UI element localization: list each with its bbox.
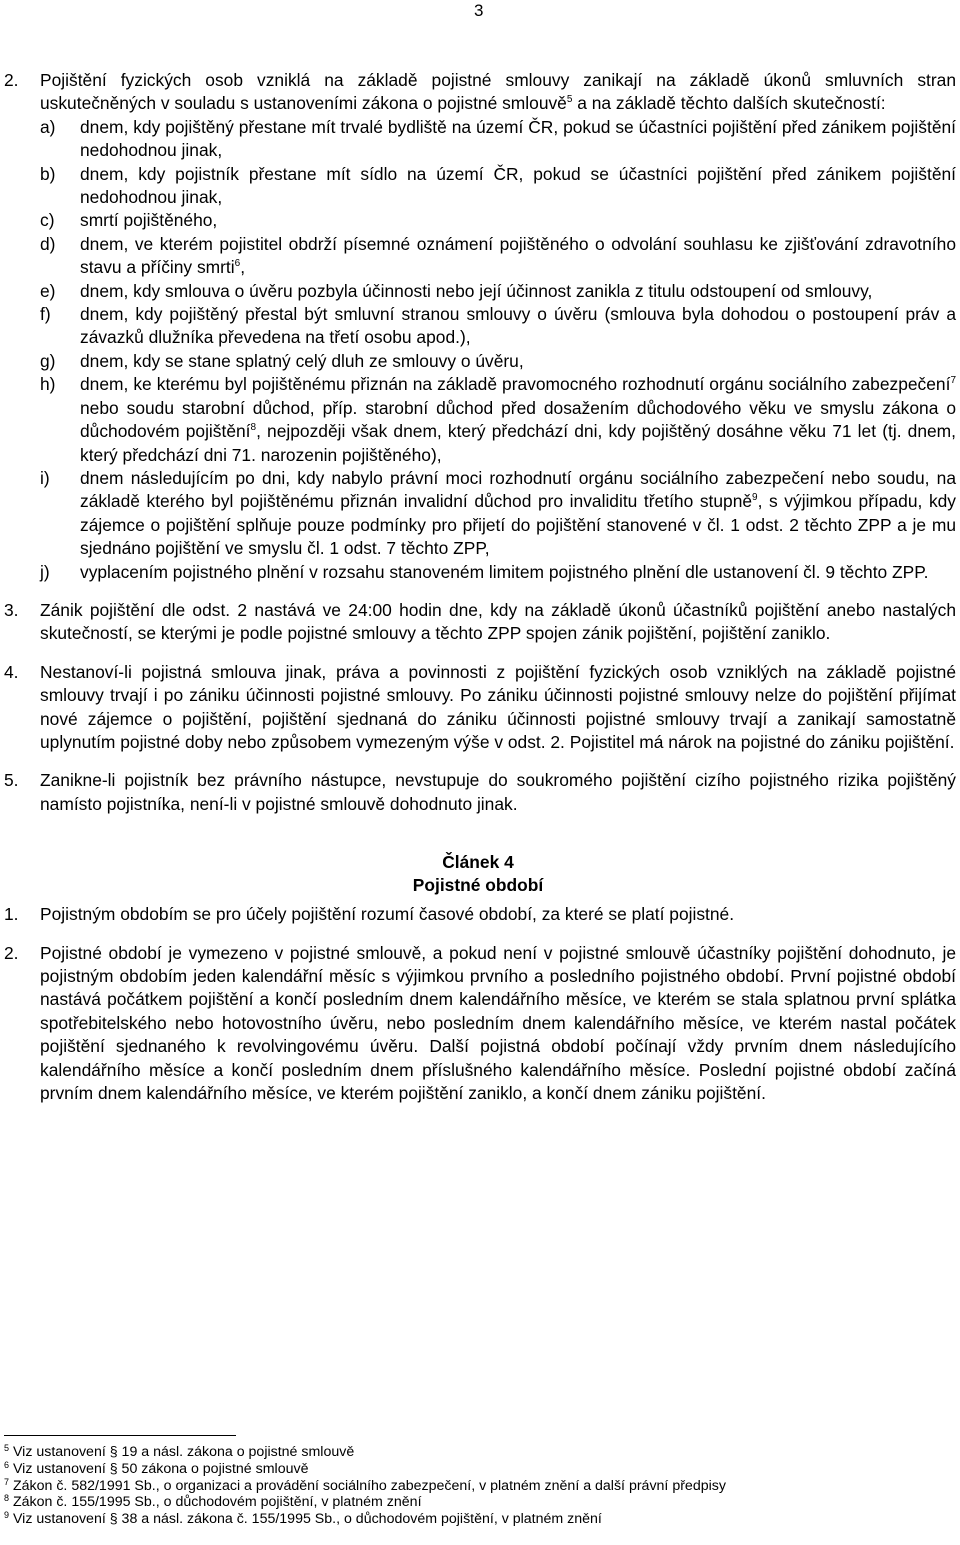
list-item-letter: g): [40, 350, 56, 371]
list-item-letter: j): [40, 561, 50, 582]
list-item-text: dnem, kdy pojištěný přestal být smluvní stranou smlouvy o úvěru (smlouva byla dohodou o postoupení práv a závazků dlužníka převedena na třetí osobu apod.),: [80, 304, 956, 348]
footnote-text: Viz ustanovení § 38 a násl. zákona č. 155/1995 Sb., o důchodovém pojištění, v platném znění: [12, 1511, 602, 1528]
list-item-letter: a): [40, 116, 56, 137]
document-body: [0, 69, 956, 1105]
footnote-number: 6: [4, 1459, 10, 1470]
footnote-number: 7: [4, 1476, 10, 1487]
list-item-text: vyplacením pojistného plnění v rozsahu stanoveném limitem pojistného plnění dle ustanovení čl. 9 těchto ZPP.: [80, 561, 929, 582]
list-item-text: dnem, kdy se stane splatný celý dluh ze smlouvy o úvěru,: [80, 350, 524, 371]
section-number: 2.: [4, 70, 19, 90]
list-item-text: dnem, kdy pojistník přestane mít sídlo na území ČR, pokud se účastníci pojištění před zánikem pojištění nedohodnou jinak,: [80, 163, 956, 208]
footnote-text: Zákon č. 582/1991 Sb., o organizaci a provádění sociálního zabezpečení, v platném znění a další právní předpisy: [12, 1477, 726, 1494]
footnote-ref: 9: [752, 492, 758, 504]
list-item: [40, 373, 956, 467]
section-intro-text: Pojištění fyzických osob vzniklá na základě pojistné smlouvy zanikají na základě úkonů smluvních stran uskutečněných v souladu s ustanoveními zákona o pojistné smlouvě: [40, 70, 956, 114]
list-item-text: ,: [240, 257, 246, 278]
article-paragraph-2: [0, 942, 956, 1106]
list-item-letter: b): [40, 163, 56, 184]
footnote: [4, 1444, 954, 1461]
footnote-text: Viz ustanovení § 50 zákona o pojistné smlouvě: [12, 1460, 309, 1477]
list-item: [40, 350, 956, 373]
list-item: [40, 209, 956, 232]
footnote-text: Zákon č. 155/1995 Sb., o důchodovém pojištění, v platném znění: [12, 1494, 422, 1511]
list-item-text: dnem následujícím po dni, kdy nabylo právní moci rozhodnutí orgánu sociálního zabezpečení nebo soudu, na základě kterého byl pojištěnému přiznán invalidní důchod pro invaliditu třetího stupně: [80, 467, 956, 512]
section-number: 4.: [4, 661, 19, 682]
list-item: [40, 116, 956, 163]
footnote-ref: 8: [250, 422, 257, 434]
article-title: Článek 4: [442, 852, 514, 873]
list-item-text: dnem, ke kterému byl pojištěnému přiznán na základě pravomocného rozhodnutí orgánu sociálního zabezpečení: [80, 374, 951, 395]
list-item: [40, 233, 956, 280]
list-item-letter: d): [40, 233, 56, 254]
page-number: 3: [474, 1, 484, 20]
footnote: [4, 1494, 954, 1511]
list-item: [40, 467, 956, 561]
section-text: Nestanoví-li pojistná smlouva jinak, práva a povinnosti z pojištění fyzických osob vzniklých na základě pojistné smlouvy trvají i po zániku účinnosti pojistné smlouvy. Po zániku účinnosti pojistné smlouvy nelze do pojištění přijímat nové zájemce o pojištění, pojištění sjednaná do zániku účinnosti pojistné smlouvy trvají a zanikají samostatně uplynutím pojistné doby nebo způsobem vymezeným výše v odst. 2. Pojistitel má nárok na pojistné do zániku pojištění.: [40, 661, 956, 752]
list-item-text: , nejpozději však dnem, který předchází dni, kdy pojištěný dosáhne věku 71 let (tj. dnem, který předchází dni 71. narozenin pojištěného),: [80, 421, 957, 465]
footnote-ref: 7: [950, 375, 956, 387]
list-item: [40, 303, 956, 350]
list-item-text: dnem, kdy pojištěný přestane mít trvalé bydliště na území ČR, pokud se účastníci pojištění před zánikem pojištění nedohodnou jinak,: [80, 116, 956, 161]
list-item: [40, 561, 956, 584]
list-item-text: dnem, kdy smlouva o úvěru pozbyla účinnosti nebo její účinnost zanikla z titulu odstoupení od smlouvy,: [80, 280, 873, 301]
footnote-ref: 6: [234, 258, 241, 270]
section-text: Zánik pojištění dle odst. 2 nastává ve 24:00 hodin dne, kdy na základě úkonů účastníků pojištění anebo nastalých skutečností, se kterými je podle pojistné smlouvy a těchto ZPP spojen zánik pojištění, pojištění zaniklo.: [40, 599, 956, 644]
paragraph-number: 1.: [4, 904, 19, 925]
list-item-text: , s výjimkou případu, kdy zájemce o pojištění splňuje pouze podmínky pro přijetí do pojištění stanovené v čl. 1 odst. 2 těchto ZPP a je mu sjednáno pojištění ve smyslu čl. 1 odst. 7 těchto ZPP,: [80, 491, 957, 559]
list-item-text: dnem, ve kterém pojistitel obdrží písemné oznámení pojištěného o odvolání souhlasu ke zjišťování zdravotního stavu a příčiny smrti: [80, 233, 956, 278]
list-item-letter: e): [40, 280, 56, 301]
section-number: 5.: [4, 770, 19, 791]
section-intro-text: a na základě těchto dalších skutečností:: [572, 93, 886, 114]
list-item-letter: h): [40, 374, 56, 395]
condition-list: [40, 116, 956, 584]
section-text: Zanikne-li pojistník bez právního nástupce, nevstupuje do soukromého pojištění cizího pojistného rizika pojištěný namísto pojistníka, není-li v pojistné smlouvě dohodnuto jinak.: [40, 770, 956, 814]
list-item-text: nebo soudu starobní důchod, příp. starobní důchod před dosažením důchodového věku ve smyslu zákona o důchodovém pojištění: [80, 397, 956, 442]
footnote-divider: [4, 1435, 236, 1436]
footnote-number: 8: [4, 1493, 10, 1504]
section-5: [0, 769, 956, 816]
paragraph-text: Pojistné období je vymezeno v pojistné smlouvě, a pokud není v pojistné smlouvě účastníky pojištění dohodnuto, je pojistným obdobím jeden kalendářní měsíc s výjimkou prvního a posledního pojistného období. První pojistné období nastává počátkem pojištění a končí posledním dnem kalendářního měsíce, ve kterém se stala splatnou první splátka spotřebitelského nebo hotovostního úvěru, nebo posledním dnem kalendářního měsíce, ve kterém nastal počátek pojištění sjednaného k revolvingovému úvěru. Další pojistná období počínají vždy prvním dnem následujícího kalendářního měsíce a končí posledním dnem příslušného kalendářního měsíce. Poslední pojistné období začíná prvním dnem kalendářního měsíce, ve kterém pojištění zaniklo, a končí dnem zániku pojištění.: [40, 942, 956, 1104]
paragraph-number: 2.: [4, 942, 19, 963]
footnote-ref: 5: [566, 94, 573, 106]
footnote-number: 5: [4, 1443, 10, 1453]
list-item: [40, 280, 956, 303]
footnote: [4, 1478, 954, 1495]
section-number: 3.: [4, 599, 19, 620]
footnote-text: Viz ustanovení § 19 a násl. zákona o pojistné smlouvě: [12, 1444, 355, 1460]
list-item-letter: i): [40, 467, 50, 488]
article-paragraph-1: [0, 903, 956, 926]
list-item: [40, 163, 956, 210]
section-2: [0, 69, 956, 584]
article-subtitle: Pojistné období: [412, 875, 544, 896]
section-3: [0, 599, 956, 646]
footnote-number: 9: [4, 1510, 10, 1521]
list-item-letter: f): [40, 304, 51, 325]
list-item-text: smrtí pojištěného,: [80, 210, 218, 231]
footnote: [4, 1461, 954, 1478]
list-item-letter: c): [40, 210, 55, 231]
footnote: [4, 1511, 954, 1528]
paragraph-text: Pojistným obdobím se pro účely pojištění rozumí časové období, za které se platí pojistné.: [40, 904, 735, 925]
section-4: [0, 661, 956, 755]
footnotes: [4, 1444, 954, 1528]
